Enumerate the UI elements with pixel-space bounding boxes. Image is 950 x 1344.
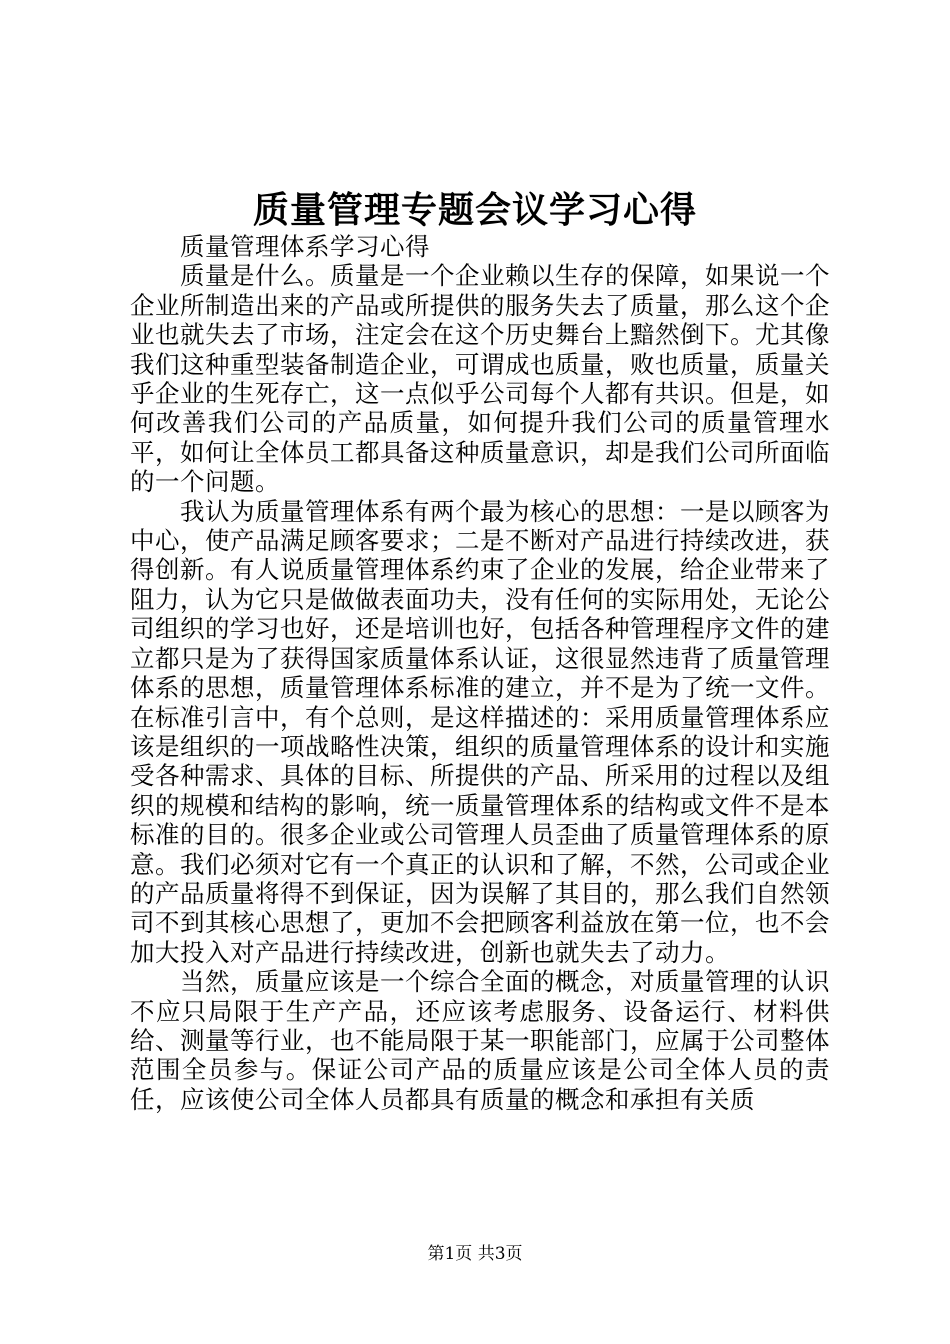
document-subtitle: 质量管理体系学习心得 <box>180 232 430 261</box>
page-footer: 第1页 共3页 <box>427 1244 523 1264</box>
paragraph-3: 当然，质量应该是一个综合全面的概念，对质量管理的认识不应只局限于生产产品，还应该考虑服务、设备运行、材料供给、测量等行业，也不能局限于某一职能部门，应属于公司整体范围全员参与。保证公司产品的质量应该是公司全体人员的责任，应该使公司全体人员都具有质量的概念和承担有关质 <box>130 967 830 1114</box>
document-title: 质量管理专题会议学习心得 <box>252 189 697 231</box>
document-body <box>130 232 830 1114</box>
paragraph-2: 我认为质量管理体系有两个最为核心的思想：一是以顾客为中心，使产品满足顾客要求；二是不断对产品进行持续改进，获得创新。有人说质量管理体系约束了企业的发展，给企业带来了阻力，认为它只是做做表面功夫，没有任何的实际用处，无论公司组织的学习也好，还是培训也好，包括各种管理程序文件的建立都只是为了获得国家质量体系认证，这很显然违背了质量管理体系的思想，质量管理体系标准的建立，并不是为了统一文件。在标准引言中，有个总则，是这样描述的：采用质量管理体系应该是组织的一项战略性决策，组织的质量管理体系的设计和实施受各种需求、具体的目标、所提供的产品、所采用的过程以及组织的规模和结构的影响，统一质量管理体系的结构或文件不是本标准的目的。很多企业或公司管理人员歪曲了质量管理体系的原意。我们必须对它有一个真正的认识和了解，不然，公司或企业的产品质量将得不到保证，因为误解了其目的，那么我们自然领司不到其核心思想了，更加不会把顾客利益放在第一位，也不会加大投入对产品进行持续改进，创新也就失去了动力。 <box>130 496 830 967</box>
paragraph-1: 质量是什么。质量是一个企业赖以生存的保障，如果说一个企业所制造出来的产品或所提供的服务失去了质量，那么这个企业也就失去了市场，注定会在这个历史舞台上黯然倒下。尤其像我们这种重型装备制造企业，可谓成也质量，败也质量，质量关乎企业的生死存亡，这一点似乎公司每个人都有共识。但是，如何改善我们公司的产品质量，如何提升我们公司的质量管理水平，如何让全体员工都具备这种质量意识，却是我们公司所面临的一个问题。 <box>130 261 830 497</box>
